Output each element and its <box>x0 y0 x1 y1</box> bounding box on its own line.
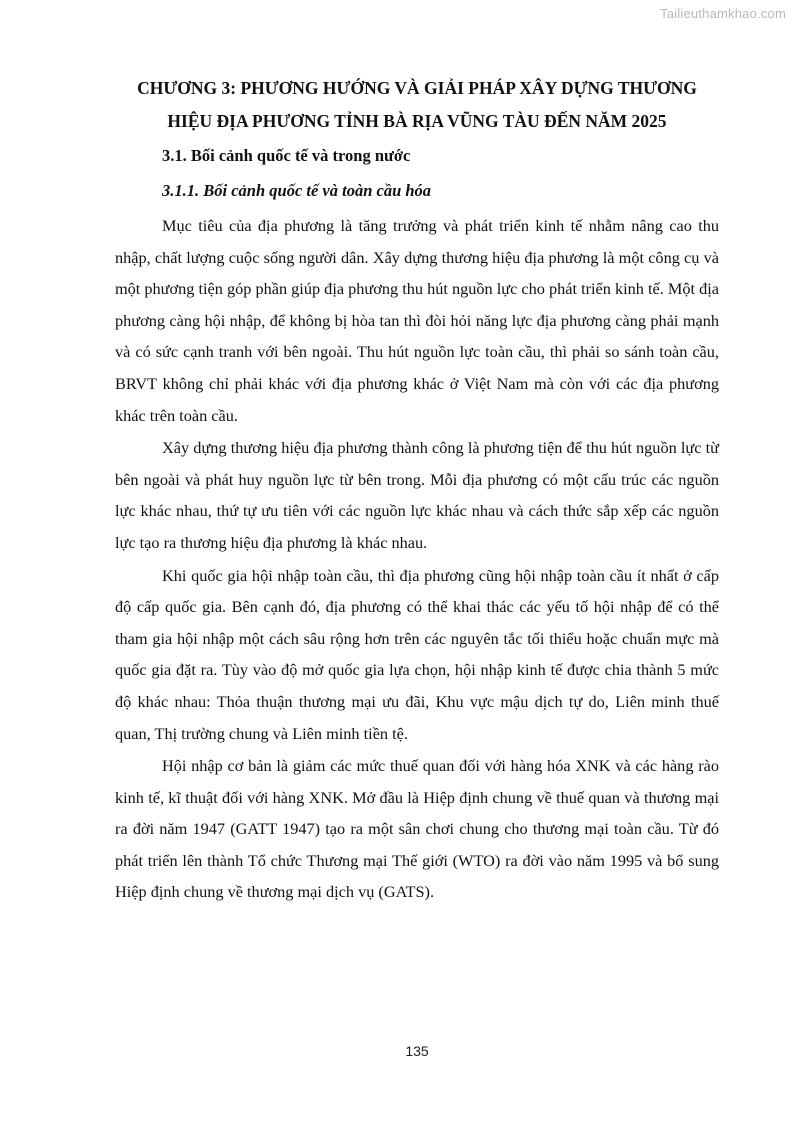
body-paragraph-4: Hội nhập cơ bản là giảm các mức thuế quan đối với hàng hóa XNK và các hàng rào kinh tế, kĩ thuật đối với hàng XNK. Mở đầu là Hiệp định chung về thuế quan và thương mại ra đời năm 1947 (GATT 1947) tạo ra một sân chơi chung cho thương mại toàn cầu. Từ đó phát triển lên thành Tổ chức Thương mại Thế giới (WTO) ra đời vào năm 1995 và bổ sung Hiệp định chung về thương mại dịch vụ (GATS). <box>115 756 719 902</box>
subsection-heading: 3.1.1. Bối cảnh quốc tế và toàn cầu hóa <box>162 181 432 200</box>
chapter-title-line-2: HIỆU ĐỊA PHƯƠNG TỈNH BÀ RỊA VŨNG TÀU ĐẾN NĂM 2025 <box>167 111 667 131</box>
body-paragraph-1: Mục tiêu của địa phương là tăng trưởng và phát triển kinh tế nhằm nâng cao thu nhập, chất lượng cuộc sống người dân. Xây dựng thương hiệu địa phương là một công cụ và một phương tiện góp phần giúp địa phương thu hút nguồn lực cho phát triển kinh tế. Một địa phương càng hội nhập, để không bị hòa tan thì đòi hỏi năng lực địa phương càng phải mạnh và có sức cạnh tranh với bên ngoài. Thu hút nguồn lực toàn cầu, thì phải so sánh toàn cầu, BRVT không chỉ phải khác với địa phương khác ở Việt Nam mà còn với các địa phương khác trên toàn cầu. <box>115 216 719 425</box>
chapter-title-line-1: CHƯƠNG 3: PHƯƠNG HƯỚNG VÀ GIẢI PHÁP XÂY DỰNG THƯƠNG <box>137 78 697 98</box>
page-content <box>115 72 719 908</box>
chapter-title <box>107 72 727 138</box>
section-heading: 3.1. Bối cảnh quốc tế và trong nước <box>162 146 411 165</box>
page-number: 135 <box>405 1043 429 1059</box>
body-paragraph-3: Khi quốc gia hội nhập toàn cầu, thì địa phương cũng hội nhập toàn cầu ít nhất ở cấp độ cấp quốc gia. Bên cạnh đó, địa phương có thể khai thác các yếu tố hội nhập để có thể tham gia hội nhập một cách sâu rộng hơn trên các nguyên tắc tối thiểu hoặc chuẩn mực mà quốc gia đặt ra. Tùy vào độ mở quốc gia lựa chọn, hội nhập kinh tế được chia thành 5 mức độ khác nhau: Thỏa thuận thương mại ưu đãi, Khu vực mậu dịch tự do, Liên minh thuế quan, Thị trường chung và Liên minh tiền tệ. <box>115 565 719 743</box>
body-paragraph-2: Xây dựng thương hiệu địa phương thành công là phương tiện để thu hút nguồn lực từ bên ngoài và phát huy nguồn lực từ bên trong. Mỗi địa phương có một cấu trúc các nguồn lực khác nhau, thứ tự ưu tiên với các nguồn lực khác nhau và cách thức sắp xếp các nguồn lực tạo ra thương hiệu địa phương là khác nhau. <box>115 438 719 552</box>
watermark-text: Tailieuthamkhao.com <box>660 6 786 21</box>
